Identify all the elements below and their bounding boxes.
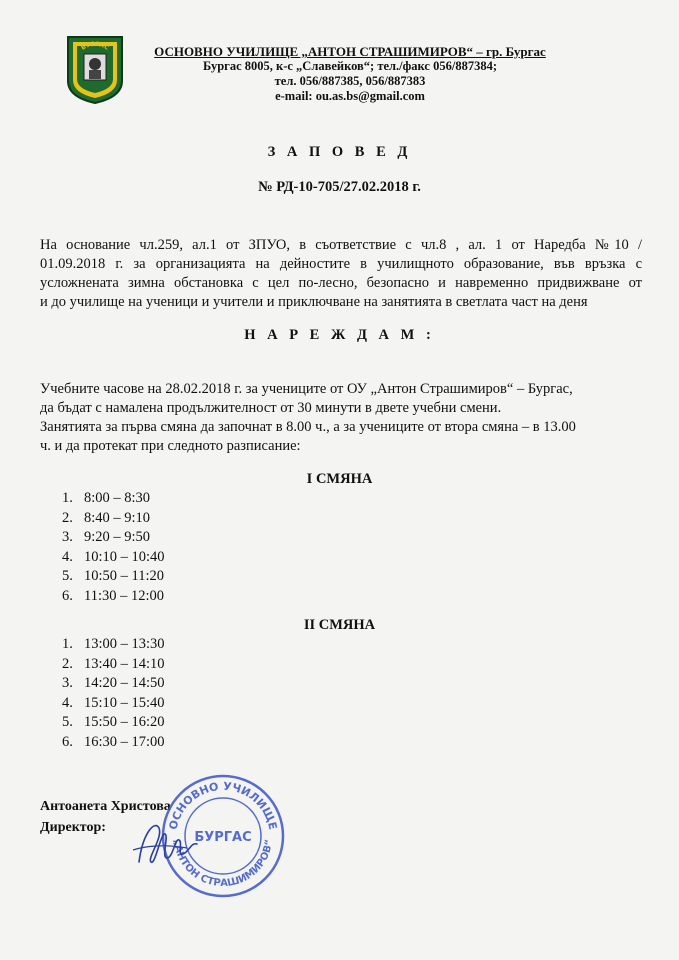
order-basis-paragraph	[40, 236, 642, 312]
list-item: 6. 11:30 – 12:00	[62, 587, 165, 604]
list-item: 6. 16:30 – 17:00	[62, 733, 165, 750]
school-address: Бургас 8005, к-с „Славейков“; тел./факс 056/887384;	[203, 59, 497, 73]
order-number: № РД-10-705/27.02.2018 г.	[258, 179, 421, 195]
command-paragraph	[40, 380, 642, 456]
order-title: З А П О В Е Д	[267, 144, 412, 160]
shift2-title: II СМЯНА	[303, 617, 376, 633]
list-item: 4. 15:10 – 15:40	[62, 694, 165, 711]
list-item: 5. 10:50 – 11:20	[62, 568, 165, 584]
letterhead	[140, 44, 560, 104]
paragraph-line: На основание чл.259, ал.1 от ЗПУО, в съответствие с чл.8 , ал. 1 от Наредба №10 /	[40, 237, 642, 253]
list-item: 5. 15:50 – 16:20	[62, 714, 165, 730]
paragraph-line: Учебните часове на 28.02.2018 г. за учениците от ОУ „Антон Страшимиров“ – Бургас,	[40, 381, 573, 397]
list-item: 1. 13:00 – 13:30	[62, 636, 165, 652]
svg-text:ОСНОВНО УЧИЛИЩЕ: ОСНОВНО УЧИЛИЩЕ	[166, 779, 280, 831]
signature-icon	[125, 812, 205, 872]
shift2-schedule	[62, 635, 165, 752]
paragraph-line: усложнената зимна обстановка с цел по-лесно, безопасно и навременно придвижване от	[40, 275, 642, 291]
paragraph-line: и до училище на ученици и учители и приключване на занятията в светлата част на деня	[40, 294, 588, 310]
list-item: 4. 10:10 – 10:40	[62, 548, 165, 565]
paragraph-line: Занятията за първа смяна да започнат в 8.00 ч., а за учениците от втора смяна – в 13.00	[40, 419, 576, 435]
svg-text:БУРГАС: БУРГАС	[80, 40, 110, 52]
paragraph-line: ч. и да протекат при следното разписание:	[40, 438, 301, 454]
svg-text:БУРГАС: БУРГАС	[194, 830, 252, 845]
school-logo-icon	[62, 33, 128, 105]
signer-role: Директор:	[40, 820, 106, 835]
paragraph-line: 01.09.2018 г. за организацията на дейностите в училищното образование, във връзка с	[40, 256, 642, 272]
list-item: 1. 8:00 – 8:30	[62, 490, 151, 506]
paragraph-line: да бъдат с намалена продължителност от 30 минути в двете учебни смени.	[40, 400, 502, 416]
school-email: e-mail: ou.as.bs@gmail.com	[275, 89, 425, 103]
signer-name: Антоанета Христова	[40, 799, 171, 814]
school-phones: тел. 056/887385, 056/887383	[274, 74, 426, 88]
command-heading: Н А Р Е Ж Д А М :	[244, 327, 435, 343]
list-item: 2. 8:40 – 9:10	[62, 509, 151, 526]
list-item: 3. 9:20 – 9:50	[62, 529, 151, 545]
list-item: 3. 14:20 – 14:50	[62, 675, 165, 691]
shift1-schedule	[62, 489, 165, 606]
shift1-title: I СМЯНА	[306, 471, 373, 487]
school-name: ОСНОВНО УЧИЛИЩЕ „АНТОН СТРАШИМИРОВ“ – гр. Бургас	[154, 44, 546, 59]
list-item: 2. 13:40 – 14:10	[62, 655, 165, 672]
svg-text:„АНТОН СТРАШИМИРОВ“: „АНТОН СТРАШИМИРОВ“	[170, 838, 276, 890]
